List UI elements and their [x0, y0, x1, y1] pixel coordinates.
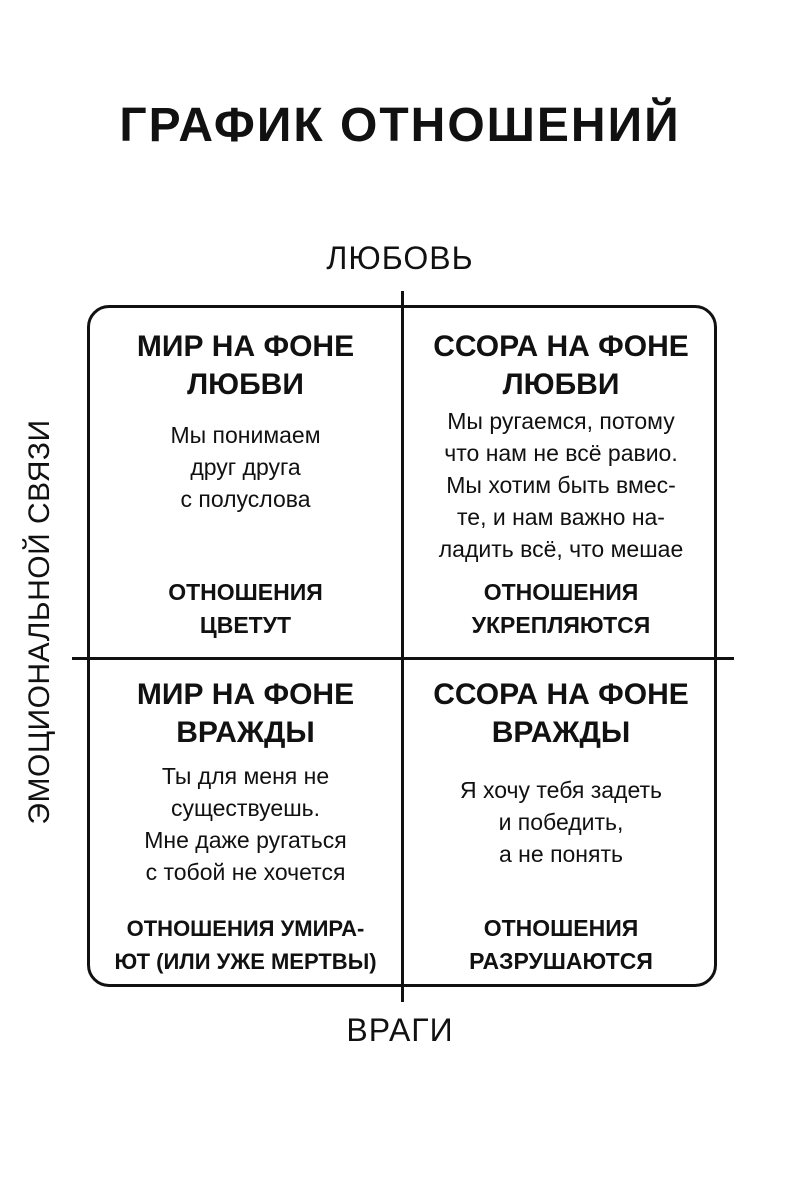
- axis-label-bottom: ВРАГИ: [346, 1012, 454, 1048]
- quadrant-description: [406, 405, 716, 565]
- heading-line: ВРАЖДЫ: [176, 716, 315, 749]
- description-line: и победить,: [498, 809, 624, 835]
- description-line: с полуслова: [180, 486, 311, 512]
- heading-line: ЛЮБВИ: [187, 368, 304, 401]
- heading-line: ЛЮБВИ: [502, 368, 620, 401]
- description-line: Мне даже ругаться: [144, 827, 347, 853]
- outcome-line: УКРЕПЛЯЮТСЯ: [471, 612, 651, 638]
- description-line: существуешь.: [170, 795, 321, 821]
- quadrant-quarrel-enmity: [406, 660, 716, 984]
- heading-line: МИР НА ФОНЕ: [136, 330, 355, 363]
- quadrant-peace-love: [90, 308, 401, 657]
- heading-line: МИР НА ФОНЕ: [136, 678, 355, 711]
- quadrant-quarrel-love: [406, 308, 716, 657]
- diagram-title: ГРАФИК ОТНОШЕНИЙ: [119, 99, 681, 152]
- description-line: ладить всё, что мешае: [438, 536, 684, 562]
- description-line: с тобой не хочется: [145, 859, 346, 885]
- axis-label-top: ЛЮБОВЬ: [326, 240, 474, 276]
- description-line: Мы ругаемся, потому: [447, 408, 675, 434]
- quadrant-outcome: [406, 576, 716, 642]
- quadrant-description: [90, 760, 401, 888]
- description-line: Я хочу тебя задеть: [459, 777, 663, 803]
- quadrant-heading: [406, 676, 716, 752]
- description-line: Ты для меня не: [161, 763, 330, 789]
- quadrant-description: [406, 774, 716, 870]
- outcome-line: ОТНОШЕНИЯ: [483, 579, 639, 605]
- description-line: что нам не всё равио.: [444, 440, 678, 466]
- quadrant-outcome: [90, 912, 401, 978]
- quadrant-heading: [90, 328, 401, 404]
- description-line: друг друга: [190, 454, 301, 480]
- axis-label-left: ЭМОЦИОНАЛЬНОЙ СВЯЗИ: [23, 419, 56, 825]
- quadrant-description: [90, 419, 401, 515]
- description-line: Мы хотим быть вмес-: [446, 472, 676, 498]
- vertical-axis-line: [401, 291, 404, 1002]
- outcome-line: РАЗРУШАЮТСЯ: [469, 948, 653, 974]
- outcome-line: ОТНОШЕНИЯ: [168, 579, 323, 605]
- heading-line: ССОРА НА ФОНЕ: [433, 678, 689, 711]
- quadrant-outcome: [406, 912, 716, 978]
- quadrant-outcome: [90, 576, 401, 642]
- quadrant-peace-enmity: [90, 660, 401, 984]
- outcome-line: ОТНОШЕНИЯ: [483, 915, 639, 941]
- heading-line: ССОРА НА ФОНЕ: [433, 330, 689, 363]
- outcome-line: ЦВЕТУТ: [199, 612, 292, 638]
- description-line: а не понять: [499, 841, 623, 867]
- outcome-line: ЮТ (ИЛИ УЖЕ МЕРТВЫ): [114, 949, 377, 974]
- quadrant-heading: [406, 328, 716, 404]
- quadrant-heading: [90, 676, 401, 752]
- description-line: Мы понимаем: [170, 422, 321, 448]
- outcome-line: ОТНОШЕНИЯ УМИРА-: [126, 916, 365, 941]
- description-line: те, и нам важно на-: [457, 504, 665, 530]
- heading-line: ВРАЖДЫ: [491, 716, 631, 749]
